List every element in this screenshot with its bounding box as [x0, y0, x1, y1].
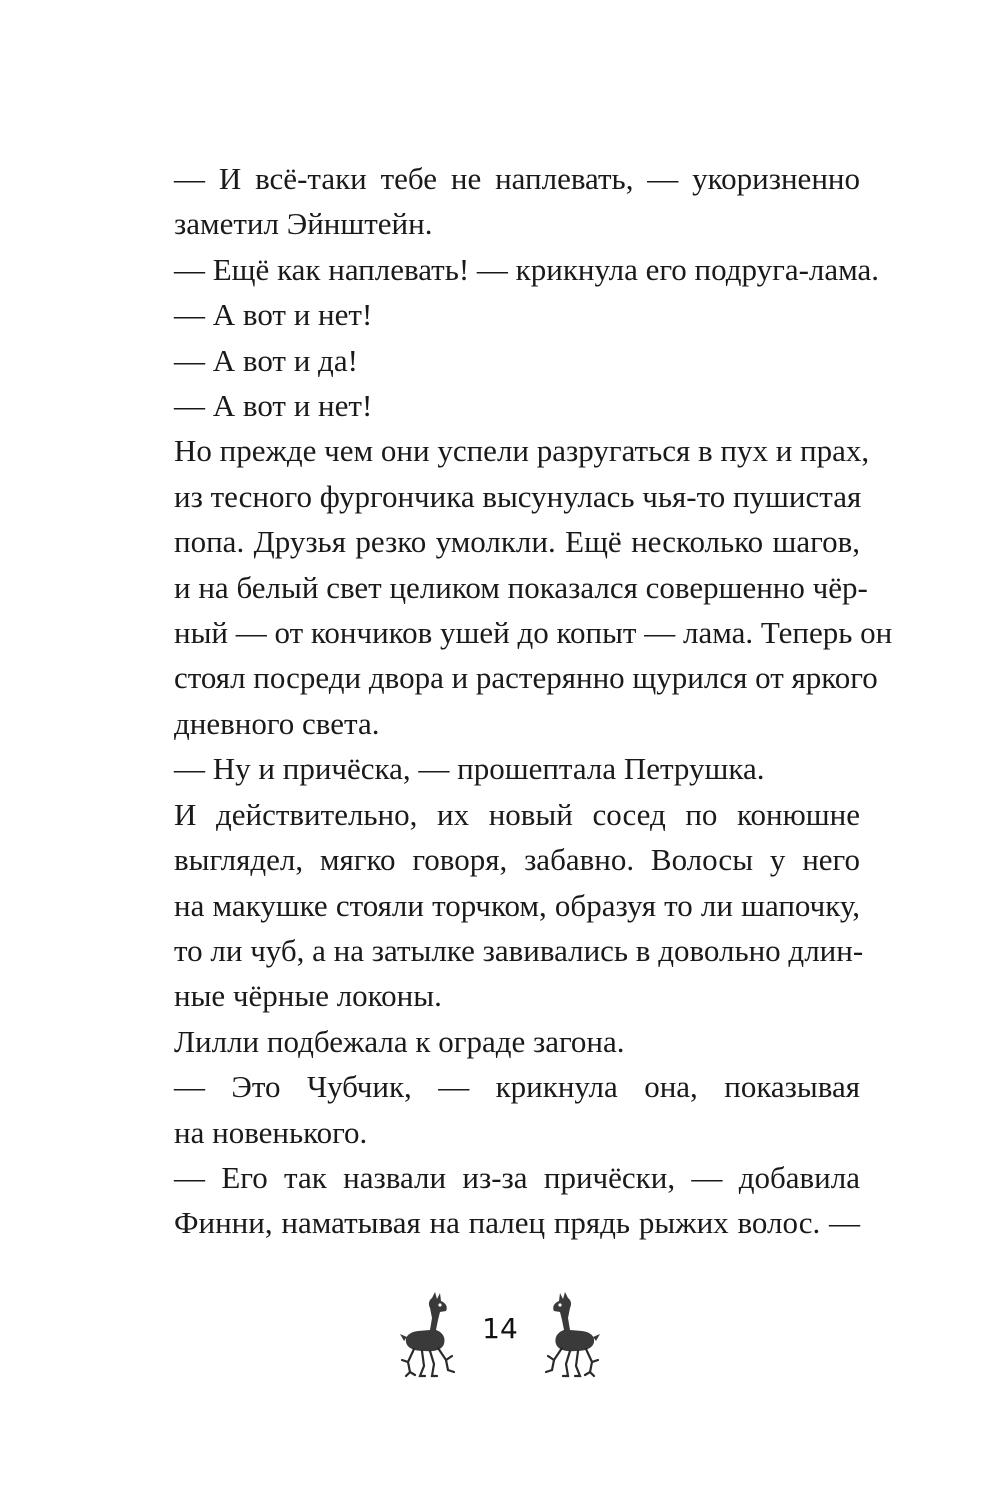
text-line: — Его так назвали из-за причёски, — добавила [174, 1159, 860, 1195]
text-line: — Это Чубчик, — крикнула она, показывая [174, 1069, 860, 1105]
text-line: попа. Друзья резко умолкли. Ещё несколько шагов, [174, 524, 860, 560]
text-line: на макушке стояли торчком, образуя то ли шапочку, [174, 887, 860, 923]
paragraph [174, 383, 860, 428]
text-line: И действительно, их новый сосед по конюшне [174, 796, 860, 832]
text-line: ный — от кончиков ушей до копыт — лама. Теперь он [174, 615, 893, 651]
text-line: — А вот и нет! [174, 388, 373, 424]
text-line: — А вот и да! [174, 342, 358, 378]
paragraph [174, 428, 893, 746]
paragraph [174, 792, 864, 1019]
page-footer [0, 1290, 1000, 1380]
paragraph [174, 292, 860, 337]
llama-icon [380, 1290, 470, 1380]
text-line: — И всё-таки тебе не наплевать, — укоризненно [174, 161, 860, 196]
text-line: то ли чуб, а на затылке завивались в довольно длин- [174, 932, 864, 968]
paragraph [174, 746, 860, 791]
paragraph [174, 1064, 860, 1155]
text-line: стоял посреди двора и растерянно щурился от яркого [174, 660, 878, 696]
llama-icon [530, 1290, 620, 1380]
paragraph [174, 1019, 860, 1064]
paragraph [174, 1155, 860, 1246]
text-line: Лилли подбежала к ограде загона. [174, 1023, 625, 1059]
text-line: Финни, наматывая на палец прядь рыжих волос. — [174, 1205, 860, 1241]
page-body-text [174, 156, 893, 1246]
text-line: Но прежде чем они успели разругаться в пух и прах, [174, 433, 870, 469]
text-line: из тесного фургончика высунулась чья-то пушистая [174, 478, 862, 514]
text-line: и на белый свет целиком показался совершенно чёр- [174, 569, 868, 605]
paragraph [174, 247, 880, 292]
paragraph [174, 338, 860, 383]
text-line: — Ну и причёска, — прошептала Петрушка. [174, 751, 765, 787]
text-line: — Ещё как наплевать! — крикнула его подруга-лама. [174, 251, 880, 287]
paragraph [174, 156, 860, 247]
page-number: 14 [482, 1312, 518, 1345]
text-line: на новенького. [174, 1114, 368, 1150]
text-line: заметил Эйнштейн. [174, 206, 433, 242]
text-line: — А вот и нет! [174, 297, 373, 333]
text-line: дневного света. [174, 705, 380, 741]
text-line: выглядел, мягко говоря, забавно. Волосы у него [174, 842, 860, 878]
text-line: ные чёрные локоны. [174, 978, 442, 1014]
